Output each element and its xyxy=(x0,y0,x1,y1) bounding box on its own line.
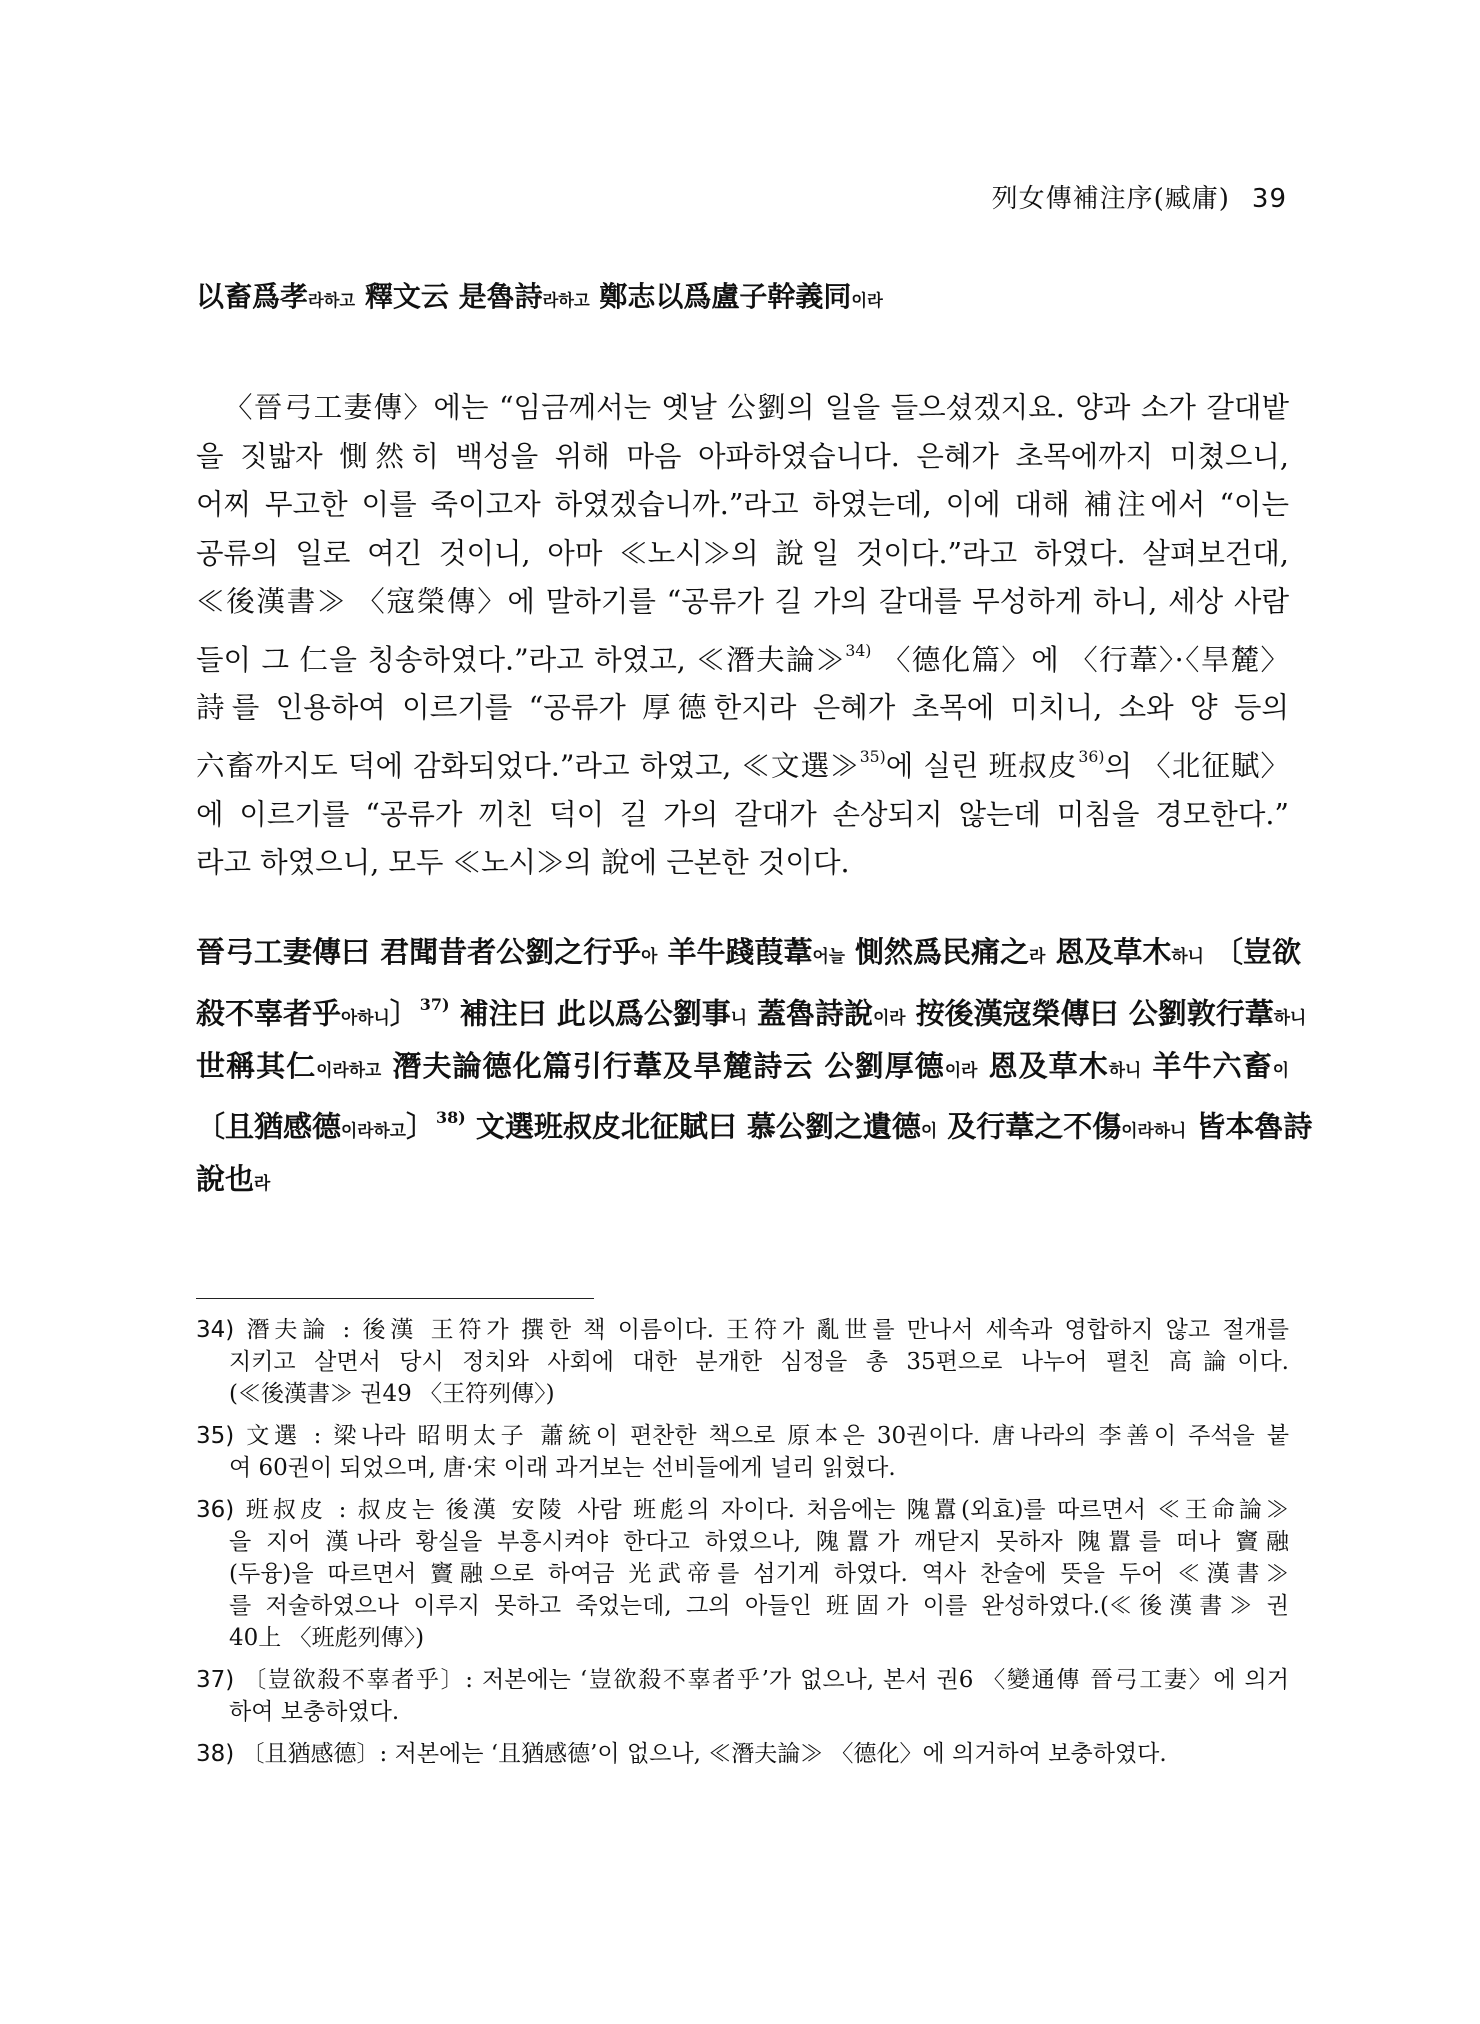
text-line: 라고 하였으니, 모두 ≪노시≫의 說에 근본한 것이다. xyxy=(196,846,850,880)
hangul-particle: 니 xyxy=(730,1007,747,1028)
footnote-number: 35) xyxy=(196,1423,235,1449)
footnote-number: 36) xyxy=(196,1497,235,1523)
hangul-particle: 이라 xyxy=(944,1059,978,1080)
footnote-text: 〔豈欲殺不辜者乎〕: 저본에는 ‘豈欲殺不辜者乎’가 없으나, 본서 권6 〈變通傳 晉弓工妻〉에 의거 xyxy=(234,1667,1289,1693)
footnote-line xyxy=(196,1738,1289,1770)
hangul-particle: 아하니 xyxy=(341,1007,390,1028)
hanja-text: 說也 xyxy=(196,1162,255,1197)
footnote-line: 를 저술하였으나 이루지 못하고 죽었는데, 그의 아들인 班固가 이를 완성하였다.(≪後漢書≫ 권 xyxy=(229,1593,1289,1619)
text-line xyxy=(196,928,1302,981)
hanja-text: 〕 xyxy=(389,996,419,1031)
hanja-text: 鄭志以爲盧子幹義同 xyxy=(589,280,852,313)
footnote-line: 지키고 살면서 당시 정치와 사회에 대한 분개한 심정을 총 35편으로 나누어 펼친 高論이다. xyxy=(229,1349,1289,1375)
hanja-text: 世稱其仁 xyxy=(196,1048,317,1083)
footnote-line xyxy=(196,1314,1289,1346)
text-segment: 의 〈北征賦〉 xyxy=(1104,749,1289,783)
footnote-line xyxy=(196,1420,1289,1452)
hanja-text: 〔且猶感德 xyxy=(196,1109,342,1144)
footnote-text: 班叔皮 : 叔皮는 後漢 安陵 사람 班彪의 자이다. 처음에는 隗囂(외효)를 따르면서 ≪王命論≫ xyxy=(234,1497,1289,1523)
footnote-text: 潛夫論 : 後漢 王符가 撰한 책 이름이다. 王符가 亂世를 만나서 세속과 영합하지 않고 절개를 xyxy=(234,1317,1289,1343)
text-line: 〈晉弓工妻傳〉에는 “임금께서는 옛날 公劉의 일을 들으셨겠지요. 양과 소가 갈대밭 xyxy=(224,391,1289,424)
text-line xyxy=(196,1155,1289,1208)
hanja-text: 及行葦之不傷 xyxy=(937,1109,1122,1144)
original-text-paragraph xyxy=(196,928,1313,1208)
hanja-text: 〕 xyxy=(405,1109,435,1144)
running-title: 列女傳補注序(臧庸) xyxy=(991,184,1230,214)
footnote-text: 文選 : 梁나라 昭明太子 蕭統이 편찬한 책으로 原本은 30권이다. 唐나라의 李善이 주석을 붙 xyxy=(234,1423,1289,1449)
footnote-line: (≪後漢書≫ 권49 〈王符列傳〉) xyxy=(229,1381,555,1407)
hanja-text: 蓋魯詩說 xyxy=(746,996,874,1031)
hangul-particle: 하니 xyxy=(1273,1007,1307,1028)
text-line xyxy=(196,276,1289,322)
text-line: ≪後漢書≫ 〈寇榮傳〉에 말하기를 “공류가 길 가의 갈대를 무성하게 하니, 세상 사람 xyxy=(196,585,1289,618)
hangul-particle: 라 xyxy=(254,1173,271,1194)
footnote-line: 40上 〈班彪列傳〉) xyxy=(229,1625,425,1651)
footnote-line xyxy=(196,1494,1289,1526)
hangul-particle: 이라 xyxy=(873,1007,906,1028)
hangul-particle: 하니 xyxy=(1108,1059,1142,1080)
hangul-particle: 라하고 xyxy=(308,291,356,310)
footnote-ref-37[interactable]: 37) xyxy=(419,994,450,1014)
hangul-particle: 이 xyxy=(920,1120,938,1141)
footnote-ref-38[interactable]: 38) xyxy=(436,1108,466,1128)
footnote-ref-35[interactable]: 35) xyxy=(859,746,886,766)
hangul-particle: 이 xyxy=(1272,1059,1289,1080)
footnote-separator-rule xyxy=(196,1298,594,1299)
footnote-line: 여 60권이 되었으며, 唐·宋 이래 과거보는 선비들에게 널리 읽혔다. xyxy=(229,1455,896,1481)
hanja-text: 文選班叔皮北征賦曰 慕公劉之遺德 xyxy=(465,1109,921,1144)
hanja-text: 恩及草木 xyxy=(977,1048,1109,1083)
translation-paragraph xyxy=(196,384,1289,888)
page-number: 39 xyxy=(1251,184,1287,214)
hangul-particle: 어늘 xyxy=(812,946,845,966)
text-line xyxy=(196,981,1307,1042)
footnote-34 xyxy=(196,1314,1289,1410)
text-segment: 들이 그 仁을 칭송하였다.”라고 하였고, ≪潛夫論≫ xyxy=(196,642,845,676)
text-line: 에 이르기를 “공류가 끼친 덕이 길 가의 갈대가 손상되지 않는데 미침을 경모한다.” xyxy=(196,797,1289,831)
footnote-line: 하여 보충하였다. xyxy=(229,1699,400,1725)
hangul-particle: 라 xyxy=(1029,946,1046,966)
hanja-text: 殺不辜者乎 xyxy=(196,996,342,1031)
text-line xyxy=(196,1042,1289,1095)
hangul-particle: 아 xyxy=(641,946,658,966)
text-line: 공류의 일로 여긴 것이니, 아마 ≪노시≫의 說일 것이다.”라고 하였다. 살펴보건대, xyxy=(196,536,1289,570)
hangul-particle: 하니 xyxy=(1171,946,1204,966)
footnote-ref-36[interactable]: 36) xyxy=(1078,746,1105,766)
footnote-38 xyxy=(196,1738,1289,1770)
hanja-text: 羊牛踐葭葦 xyxy=(657,935,813,969)
text-line xyxy=(196,733,1289,791)
hangul-particle: 이라 xyxy=(851,291,883,310)
hanja-text: 以畜爲孝 xyxy=(196,280,309,313)
hangul-particle: 이라하고 xyxy=(341,1120,406,1141)
hanja-text: 晉弓工妻傳曰 君聞昔者公劉之行乎 xyxy=(196,935,642,969)
hanja-text: 惻然爲民痛之 xyxy=(844,935,1030,969)
footnote-37 xyxy=(196,1664,1289,1728)
text-line xyxy=(196,627,1289,685)
footnote-line: 을 지어 漢나라 황실을 부흥시켜야 한다고 하였으나, 隗囂가 깨닫지 못하자 隗囂를 떠나 竇融 xyxy=(229,1529,1289,1555)
text-line: 詩를 인용하여 이르기를 “공류가 厚德한지라 은혜가 초목에 미치니, 소와 양 등의 xyxy=(196,691,1289,725)
footnote-number: 37) xyxy=(196,1667,235,1693)
hanja-text: 羊牛六畜 xyxy=(1141,1048,1273,1083)
footnote-number: 34) xyxy=(196,1317,235,1343)
hanja-text: 補注曰 此以爲公劉事 xyxy=(449,996,731,1031)
hanja-text: 皆本魯詩 xyxy=(1186,1109,1313,1144)
text-segment: 에 실린 班叔皮 xyxy=(885,749,1078,783)
footnote-36 xyxy=(196,1494,1289,1654)
footnote-line xyxy=(196,1664,1289,1696)
running-header xyxy=(992,178,1287,215)
text-line: 어찌 무고한 이를 죽이고자 하였겠습니까.”라고 하였는데, 이에 대해 補注에서 “이는 xyxy=(196,488,1289,521)
text-line xyxy=(196,1094,1313,1155)
text-segment: 六畜까지도 덕에 감화되었다.”라고 하였고, ≪文選≫ xyxy=(196,749,859,783)
footnote-35 xyxy=(196,1420,1289,1484)
footnotes-section xyxy=(196,1314,1289,1780)
hangul-particle: 이라하니 xyxy=(1121,1120,1187,1141)
footnote-ref-34[interactable]: 34) xyxy=(845,640,872,660)
hangul-particle: 라하고 xyxy=(542,291,590,310)
text-segment: 〈德化篇〉에 〈行葦〉·〈旱麓〉 xyxy=(871,642,1289,676)
hanja-text: 潛夫論德化篇引行葦及旱麓詩云 公劉厚德 xyxy=(381,1048,945,1083)
hangul-particle: 이라하고 xyxy=(316,1059,382,1080)
text-line: 을 짓밟자 惻然히 백성을 위해 마음 아파하였습니다. 은혜가 초목에까지 미쳤으니, xyxy=(196,439,1289,473)
footnote-number: 38) xyxy=(196,1741,235,1767)
hanja-text: 恩及草木 xyxy=(1045,935,1172,969)
hanja-text: 〔豈欲 xyxy=(1203,935,1302,969)
footnote-text: 〔且猶感德〕: 저본에는 ‘且猶感德’이 없으나, ≪潛夫論≫ 〈德化〉에 의거하여 보충하였다. xyxy=(234,1741,1167,1767)
hanja-text: 釋文云 是魯詩 xyxy=(355,280,543,313)
hanja-text: 按後漢寇榮傳曰 公劉敦行葦 xyxy=(905,996,1274,1031)
opening-original-text xyxy=(196,276,1289,322)
footnote-line: (두융)을 따르면서 竇融으로 하여금 光武帝를 섬기게 하였다. 역사 찬술에 뜻을 두어 ≪漢書≫ xyxy=(229,1561,1289,1587)
